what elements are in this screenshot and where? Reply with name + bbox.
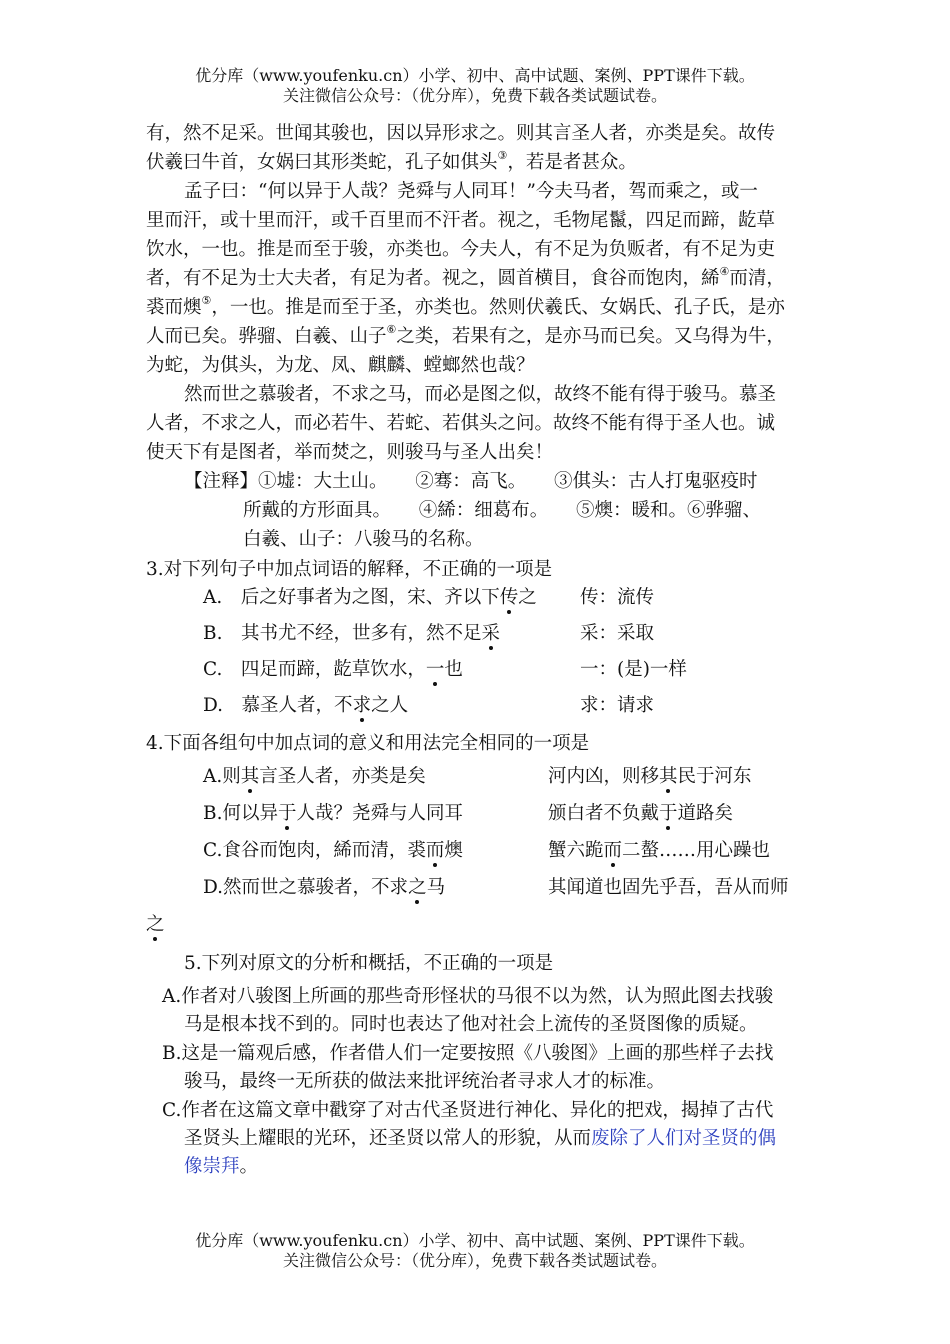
- option-c-cont: 圣贤头上耀眼的光环，还圣贤以常人的形貌，从而废除了人们对圣贤的偶: [184, 1128, 777, 1149]
- question-stem: 5.下列对原文的分析和概括，不正确的一项是: [184, 953, 554, 974]
- question-stem: 3.对下列句子中加点词语的解释，不正确的一项是: [146, 559, 553, 580]
- option-d-wrap: [146, 911, 165, 939]
- question-stem: 4.下面各组句中加点词的意义和用法完全相同的一项是: [146, 733, 590, 754]
- dotted-word: 一: [425, 659, 445, 680]
- option-c-right: 蟹六跪而二螯……用心躁也: [548, 840, 771, 861]
- passage-line: 裘而燠⑤，一也。推是而至于圣，亦类也。然则伏羲氏、女娲氏、孔子氏，是亦: [146, 294, 785, 318]
- dotted-word: 传: [499, 587, 519, 608]
- option-b-left: B.何以异于人哉？尧舜与人同耳: [203, 803, 464, 824]
- passage-line: 者，有不足为士大夫者，有足为者。视之，圆首横目，食谷而饱肉，絺④而清，: [146, 265, 785, 289]
- dotted-word: 求: [352, 695, 372, 716]
- option-a: A. 后之好事者为之图，宋、齐以下传之: [203, 587, 537, 608]
- passage-line: 伏羲曰牛首，女娲曰其形类蛇，孔子如倛头③，若是者甚众。: [146, 149, 637, 173]
- dotted-word: 而: [425, 840, 445, 861]
- passage-line: 人而已矣。骅骝、白羲、山子⑥之类，若果有之，是亦马而已矣。又乌得为牛，: [146, 323, 785, 347]
- option-c-left: C.食谷而饱肉，絺而清，裘而燠: [203, 840, 463, 861]
- header-line-2: 关注微信公众号：（优分库），免费下载各类试题试卷。: [282, 86, 667, 105]
- passage-line: 然而世之慕骏者，不求之马，而必是图之似，故终不能有得于骏马。慕圣: [184, 384, 777, 405]
- highlighted-text: 废除了人们对圣贤的偶: [591, 1128, 777, 1149]
- notes-line: 【注释】①墟：大土山。 ②骞：高飞。 ③倛头：古人打鬼驱疫时: [184, 471, 758, 492]
- dotted-word: 于: [659, 803, 678, 824]
- footer-line-2: 关注微信公众号：（优分库），免费下载各类试题试卷。: [282, 1251, 667, 1270]
- dotted-word: 其: [659, 766, 678, 787]
- option-d-left: D.然而世之慕骏者，不求之马: [203, 877, 446, 898]
- option-b: B.这是一篇观后感，作者借人们一定要按照《八骏图》上画的那些样子去找: [162, 1043, 774, 1064]
- option-a-left: A.则其言圣人者，亦类是矣: [203, 766, 426, 787]
- page-header: [0, 66, 950, 106]
- passage-line: 饮水，一也。推是而至于骏，亦类也。今夫人，有不足为负贩者，有不足为吏: [146, 239, 776, 260]
- option-a-cont: 马是根本找不到的。同时也表达了他对社会上流传的圣贤图像的质疑。: [184, 1014, 758, 1035]
- dotted-word: 于: [277, 803, 297, 824]
- option-b-cont: 骏马，最终一无所获的做法来批评统治者寻求人才的标准。: [184, 1071, 666, 1092]
- passage-line: 有，然不足采。世闻其骏也，因以异形求之。则其言圣人者，亦类是矣。故传: [146, 123, 776, 144]
- notes-line: 所戴的方形面具。 ④絺：细葛布。 ⑤燠：暖和。⑥骅骝、: [243, 500, 762, 521]
- option-a-right: 河内凶，则移其民于河东: [548, 766, 752, 787]
- footer-line-1: 优分库（www.youfenku.cn）小学、初中、高中试题、案例、PPT课件下载。: [195, 1231, 755, 1250]
- passage-line: 孟子曰：“何以异于人哉？尧舜与人同耳！”今夫马者，驾而乘之，或一: [184, 181, 758, 202]
- dotted-word: 之: [146, 914, 165, 935]
- header-line-1: 优分库（www.youfenku.cn）小学、初中、高中试题、案例、PPT课件下载。: [195, 66, 755, 85]
- dotted-word: 之: [408, 877, 427, 898]
- dotted-word: 其: [240, 766, 260, 787]
- option-c: C. 四足而蹄，龁草饮水，一也: [203, 659, 463, 680]
- passage-line: 使天下有是图者，举而焚之，则骏马与圣人出矣！: [146, 442, 554, 463]
- option-d: D. 慕圣人者，不求之人: [203, 695, 409, 716]
- notes-line: 白羲、山子：八骏马的名称。: [243, 529, 484, 550]
- passage-line: 为蛇，为倛头，为龙、凤、麒麟、螳螂然也哉？: [146, 355, 535, 376]
- option-d-right: 其闻道也固先乎吾，吾从而师: [548, 877, 789, 898]
- option-b-right: 颁白者不负戴于道路矣: [548, 803, 734, 824]
- page-footer: [0, 1231, 950, 1271]
- passage-line: 人者，不求之人，而必若牛、若蛇、若倛头之问。故终不能有得于圣人也。诚: [146, 413, 776, 434]
- option-b-explanation: 采：采取: [580, 623, 655, 644]
- option-b: B. 其书尤不经，世多有，然不足采: [203, 623, 500, 644]
- option-a: A.作者对八骏图上所画的那些奇形怪状的马很不以为然，认为照此图去找骏: [162, 986, 774, 1007]
- passage-line: 里而汗，或十里而汗，或千百里而不汗者。视之，毛物尾鬣，四足而蹄，龁草: [146, 210, 776, 231]
- option-a-explanation: 传：流传: [580, 587, 655, 608]
- option-c-cont: 像崇拜。: [184, 1156, 259, 1177]
- highlighted-text: 像崇拜: [184, 1156, 240, 1177]
- option-c-explanation: 一：(是)一样: [580, 659, 687, 680]
- dotted-word: 采: [481, 623, 500, 644]
- dotted-word: 而: [603, 840, 623, 861]
- option-d-explanation: 求：请求: [580, 695, 655, 716]
- option-c: C.作者在这篇文章中戳穿了对古代圣贤进行神化、异化的把戏，揭掉了古代: [162, 1100, 774, 1121]
